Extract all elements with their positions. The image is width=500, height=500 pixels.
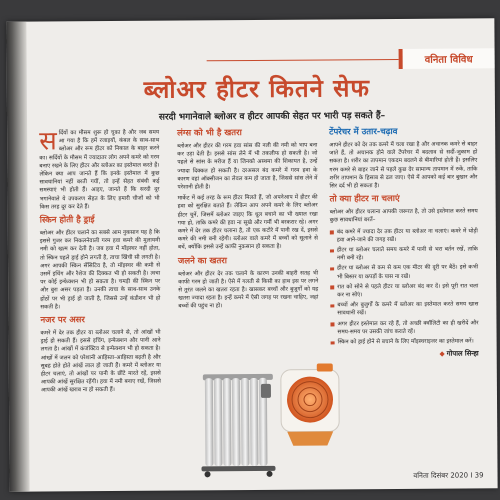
heading-lungs: लंग्स को भी है खतरा bbox=[177, 128, 242, 139]
precaution-list bbox=[330, 227, 479, 347]
heading-precautions: तो क्या हीटर ना चलाएं bbox=[329, 194, 400, 205]
list-item: हीटर या ब्लोअर चलाते समय कमरे में पानी से भरा बर्तन रखें, ताकि नमी बनी रहे। bbox=[330, 245, 478, 262]
intro-paragraph: सर्दियों का मौसम शुरू हो चुका है और जब समय आ गया है कि हमें रजाइयों, कंबल के साथ-साथ ब्लोअर और रूम हीटर को निकाल के बाहर करने का। सर्दियों के मौसम में ज्यादातर लोग अपने कमरे को गरम बनाए रखने के लिए हीटर और ब्लोअर का इस्तेमाल करते हैं। लेकिन क्या आप जानते हैं कि इनके इस्तेमाल में कुछ सावधानियां नहीं बरती गयीं, तो इन्हें सेहत संबंधी कई समस्याएं भी होती हैं। आइए, जानते हैं कि सरदी दूर भगानेवाले ये उपकरण सेहत के लिए हमारी चीजों को भी किस तरह दूर कर देते हैं। bbox=[39, 126, 160, 211]
paragraph-eyes: कमरे में देर तक हीटर या ब्लोअर चलाने से, तो आंखों भी ड्राई हो सकती हैं। इससे इचिंग, इन्फेक्शन और पानी आने लगता है। आंखों में कंजंक्टिव से इन्फेक्शन भी हो सकता है। आंखों में जलन को परेशानी आहिस्ता-आहिस्ता बढ़ती है और सुबह होते होते आंखें लाल हो जाती हैं। कमरे में ब्लोअर या हीटर चलाएं, तो आंखों पर पानी के छींटे मारते रहें, इससे आपकी आंखें सुरक्षित रहेंगी। हवा में नमी बनाए रखें, जिससे आपकी आंखें खराब ना हो सकती हैं। bbox=[40, 329, 161, 394]
paragraph-lungs-2: मार्केट में कई तरह के रूम हीटर मिलते हैं, जो अपनेआप में हीटर की हवा को सुरक्षित बताते हैं। लेकिन आप अपने कमरे के लिए ब्लोअर हीटर चुनें, जिसमें ब्लोअर जाइए कि धूल बचाने का भी ख्याल रखा गया हो, ताकि कमरे की हवा ना सूखे और गर्मी भी बरकरार रहे। अगर कमरे में देर तक हीटर चलाना है, तो एक कटोरे में पानी रख दें, इससे कमरे की नमी बनी रहेगी। ब्लोअर वाले कमरे में बच्चों को सुलाने से बचें, क्योंकि इससे उन्हें काफी नुकसान हो सकता है। bbox=[177, 194, 318, 251]
list-item: बच्चों और बुजुर्गों के कमरे में ब्लोअर का इस्तेमाल करते समय खास सावधानी रखें। bbox=[330, 301, 478, 318]
heading-burns: जलने का खतरा bbox=[178, 255, 227, 267]
magazine-page bbox=[6, 18, 497, 491]
author-byline bbox=[331, 350, 479, 359]
oil-heater-icon bbox=[201, 374, 276, 478]
article-title: ब्लोअर हीटर कितने सेफ bbox=[143, 73, 371, 104]
heading-temperature: टेंपरेचर में उतार-चढ़ाव bbox=[329, 126, 398, 138]
paragraph-temperature: आपने हीटर को देर तक कमरे में चला रखा है और अचानक कमरे से बाहर जाते हैं, तो अचानक होने वाले टेंपरेचर में बदलाव से सर्दी-जुकाम हो सकता है। शरीर का तापमान एकदम बदलने से बीमारियां होती हैं। इसलिए गरम कमरे से बाहर जाने से पहले कुछ देर सामान्य तापमान में रुकें, ताकि शरीर तापमान के हिसाब से ढल जाए। ऐसे में आपको कई बार बुखार और सिर दर्द भी हो सकता है। bbox=[329, 141, 478, 190]
column-2 bbox=[177, 128, 318, 315]
heading-eyes: नजर पर असर bbox=[40, 315, 85, 326]
paragraph-burns: ब्लोअर और हीटर देर तक चलाने के कारण उनकी बाहरी सतह भी काफी गरम हो जाती है। ऐसे में गलती से किसी का हाथ इस पर लगने से तुरंत जलने का खतरा रहता है। खासकर बच्चों और बुजुर्गों को यह खतरा ज्यादा रहता है। इन्हें कमरे में ऐसी जगह पर रखना चाहिए, जहां बच्चों की पहुंच ना हो। bbox=[178, 270, 319, 310]
list-item: बंद कमरे में ज्यादा देर तक हीटर या ब्लोअर ना चलाएं। कमरे में थोड़ी हवा आने-जाने की जगह रखें। bbox=[330, 227, 478, 244]
byline-diamond-icon: ◆ bbox=[439, 349, 445, 358]
paragraph-dry-skin: ब्लोअर और हीटर चलाने का सबसे आम नुकसान यह है कि इससे गुजर कर निकलनेवाली गरम हवा कमरे की मुलायमी नमी को खत्म कर देती है। जब हवा में मॉइस्चर नहीं होता, तो स्किन पहले ड्राई होने लगती है, त्वचा खिंची सी लगती है। अगर आपकी स्किन सेंसिटिव है, तो मॉइस्चर की कमी से उसमें इचिंग और रैशेज की दिक्कत भी हो सकती है। त्वचा पर कोई इन्फेक्शन भी हो सकता है। चमड़ी की स्किन पर और बुरा असर पड़ता है। उनकी त्वचा के साथ-साथ उनके होंठों पर भी ड्राई हो जाती है, जिससे उन्हें कंडीशन भी हो सकती है। bbox=[39, 229, 161, 311]
column-3 bbox=[329, 126, 479, 358]
list-item: स्किन को ड्राई होने से बचाने के लिए मॉइस्चराइजर का इस्तेमाल करें। bbox=[331, 337, 479, 346]
list-item: रात को सोने से पहले हीटर या ब्लोअर बंद कर दें। इसे पूरी रात चला कर ना सोएं। bbox=[330, 282, 478, 299]
paragraph-precautions: ब्लोअर और हीटर चलाना आपकी जरूरत है, तो उसे इस्तेमाल करते समय कुछ सावधानियां बरतें– bbox=[329, 208, 478, 224]
list-item: अगर हीटर इस्तेमाल कर रहे हैं, तो अच्छी क्वॉलिटी का ही खरीदें और समय-समय पर उसकी जांच कराते रहें। bbox=[330, 319, 478, 336]
list-item: हीटर या ब्लोअर से कम से कम एक मीटर की दूरी पर बैठें। इसे कभी भी बिस्तर या कपड़ों के पास ना रखें। bbox=[330, 264, 478, 281]
heater-illustration bbox=[195, 349, 346, 485]
column-1 bbox=[39, 126, 161, 399]
article-subtitle: सरदी भगानेवाले ब्लोअर व हीटर आपकी सेहत पर भारी पड़ सकते हैं– bbox=[158, 111, 386, 123]
section-rule bbox=[207, 59, 399, 61]
fan-heater-icon bbox=[281, 363, 340, 445]
author-name: गोपाल सिन्हा bbox=[446, 349, 479, 358]
heading-dry-skin: स्किन होती है ड्राई bbox=[39, 215, 95, 226]
section-tag: वनिता विविध bbox=[399, 48, 495, 69]
paragraph-lungs-1: ब्लोअर और हीटर की गरम हवा सांस की नली की नमी को भाप बना कर उड़ा देती है। इससे सांस लेने में भी तकलीफ हो सकती है। जो पहले से सांस के मरीज हैं या जिनको अस्थमा की शिकायत है, उन्हें ज्यादा दिक्कत हो सकती है। दरअसल बंद कमरे में गरम हवा के कारण वहां ऑक्सीजन का लेवल कम हो जाता है, जिससे सांस लेने में परेशानी होती है। bbox=[177, 142, 318, 191]
page-footer: वनिता दिसंबर 2020 I 39 bbox=[413, 471, 484, 480]
page-gutter-shadow bbox=[6, 18, 29, 491]
